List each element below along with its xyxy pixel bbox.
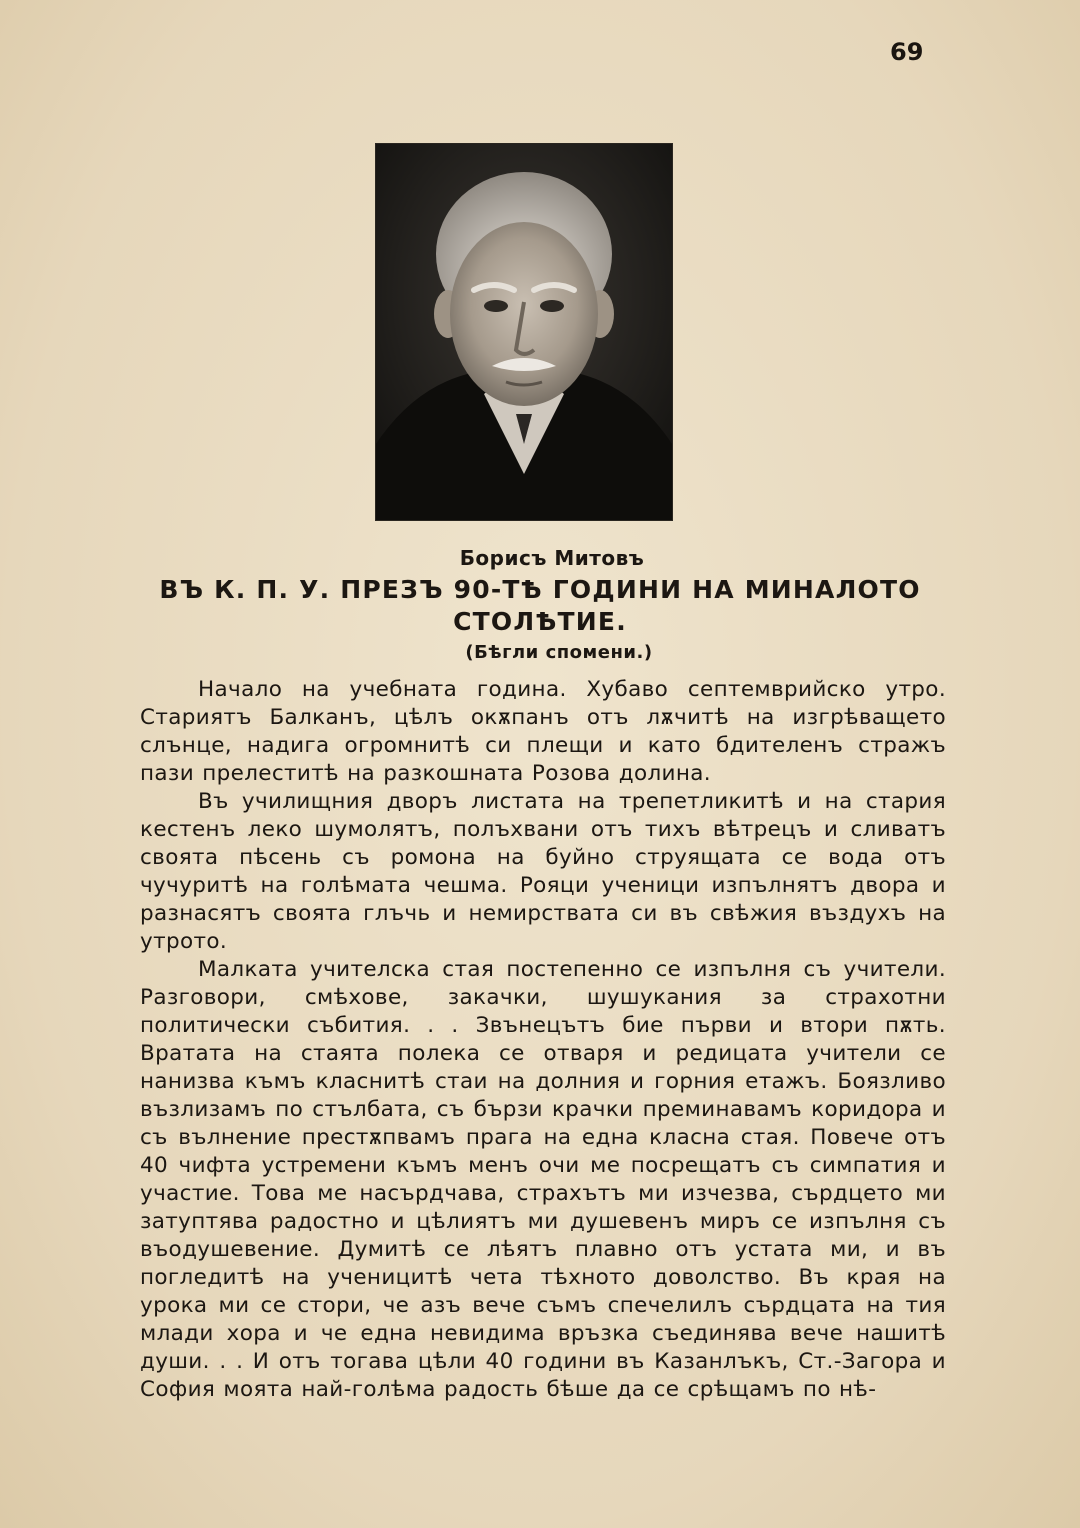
article-title: ВЪ К. П. У. ПРЕЗЪ 90-ТѢ ГОДИНИ НА МИНАЛОТО СТОЛѢТИЕ. xyxy=(159,575,921,636)
page-number: 69 xyxy=(890,38,924,66)
paragraph: Малката учителска стая постепенно се изпълня съ учители. Разговори, смѣхове, закачки, шушукания за страхотни политически събития. . . Звънецътъ бие първи и втори пѫть. Вратата на стаята полека се отваря и редицата учители се нанизва къмъ класнитѣ стаи на долния и горния етажъ. Боязливо възлизамъ по стълбата, съ бързи крачки преминавамъ коридора и съ вълнение престѫпвамъ прага на една класна стая. Повече отъ 40 чифта устремени къмъ менъ очи ме посрещатъ съ симпатия и участие. Това ме насърдчава, страхътъ ми изчезва, сърдцето ми затуптява радостно и цѣлиятъ ми душевенъ миръ се изпълня съ въодушевение. Думитѣ се лѣятъ плавно отъ устата ми, и въ погледитѣ на ученицитѣ чета тѣхното доволство. Въ края на урока ми се стори, че азъ вече съмъ спечелилъ сърдцата на тия млади хора и че една невидима връзка съединява вече нашитѣ души. . . И отъ тогава цѣли 40 години въ Казанлъкъ, Ст.-Загора и София моята най-голѣма радость бѣше да се срѣщамъ по нѣ- xyxy=(140,957,946,1402)
author-portrait xyxy=(376,144,672,520)
paragraph: Начало на учебната година. Хубаво септемврийско утро. Стариятъ Балканъ, цѣлъ окѫпанъ отъ лѫчитѣ на изгрѣващето слънце, надига огромнитѣ си плещи и като бдителенъ стражъ пази прелеститѣ на разкошната Розова долина. xyxy=(140,677,946,786)
portrait-photo-icon xyxy=(376,144,672,520)
paragraph: Въ училищния дворъ листата на трепетликитѣ и на стария кестенъ леко шумолятъ, полъхвани отъ тихъ вѣтрецъ и сливатъ своята пѣсень съ ромона на буйно струящата се вода отъ чучуритѣ на голѣмата чешма. Рояци ученици изпълнятъ двора и разнасятъ своята глъчь и немирствата си въ свѣжия въздухъ на утрото. xyxy=(140,789,946,954)
article-subtitle: (Бѣгли спомени.) xyxy=(465,642,653,663)
article-body xyxy=(140,676,946,1404)
article-author: Борисъ Митовъ xyxy=(459,546,645,570)
